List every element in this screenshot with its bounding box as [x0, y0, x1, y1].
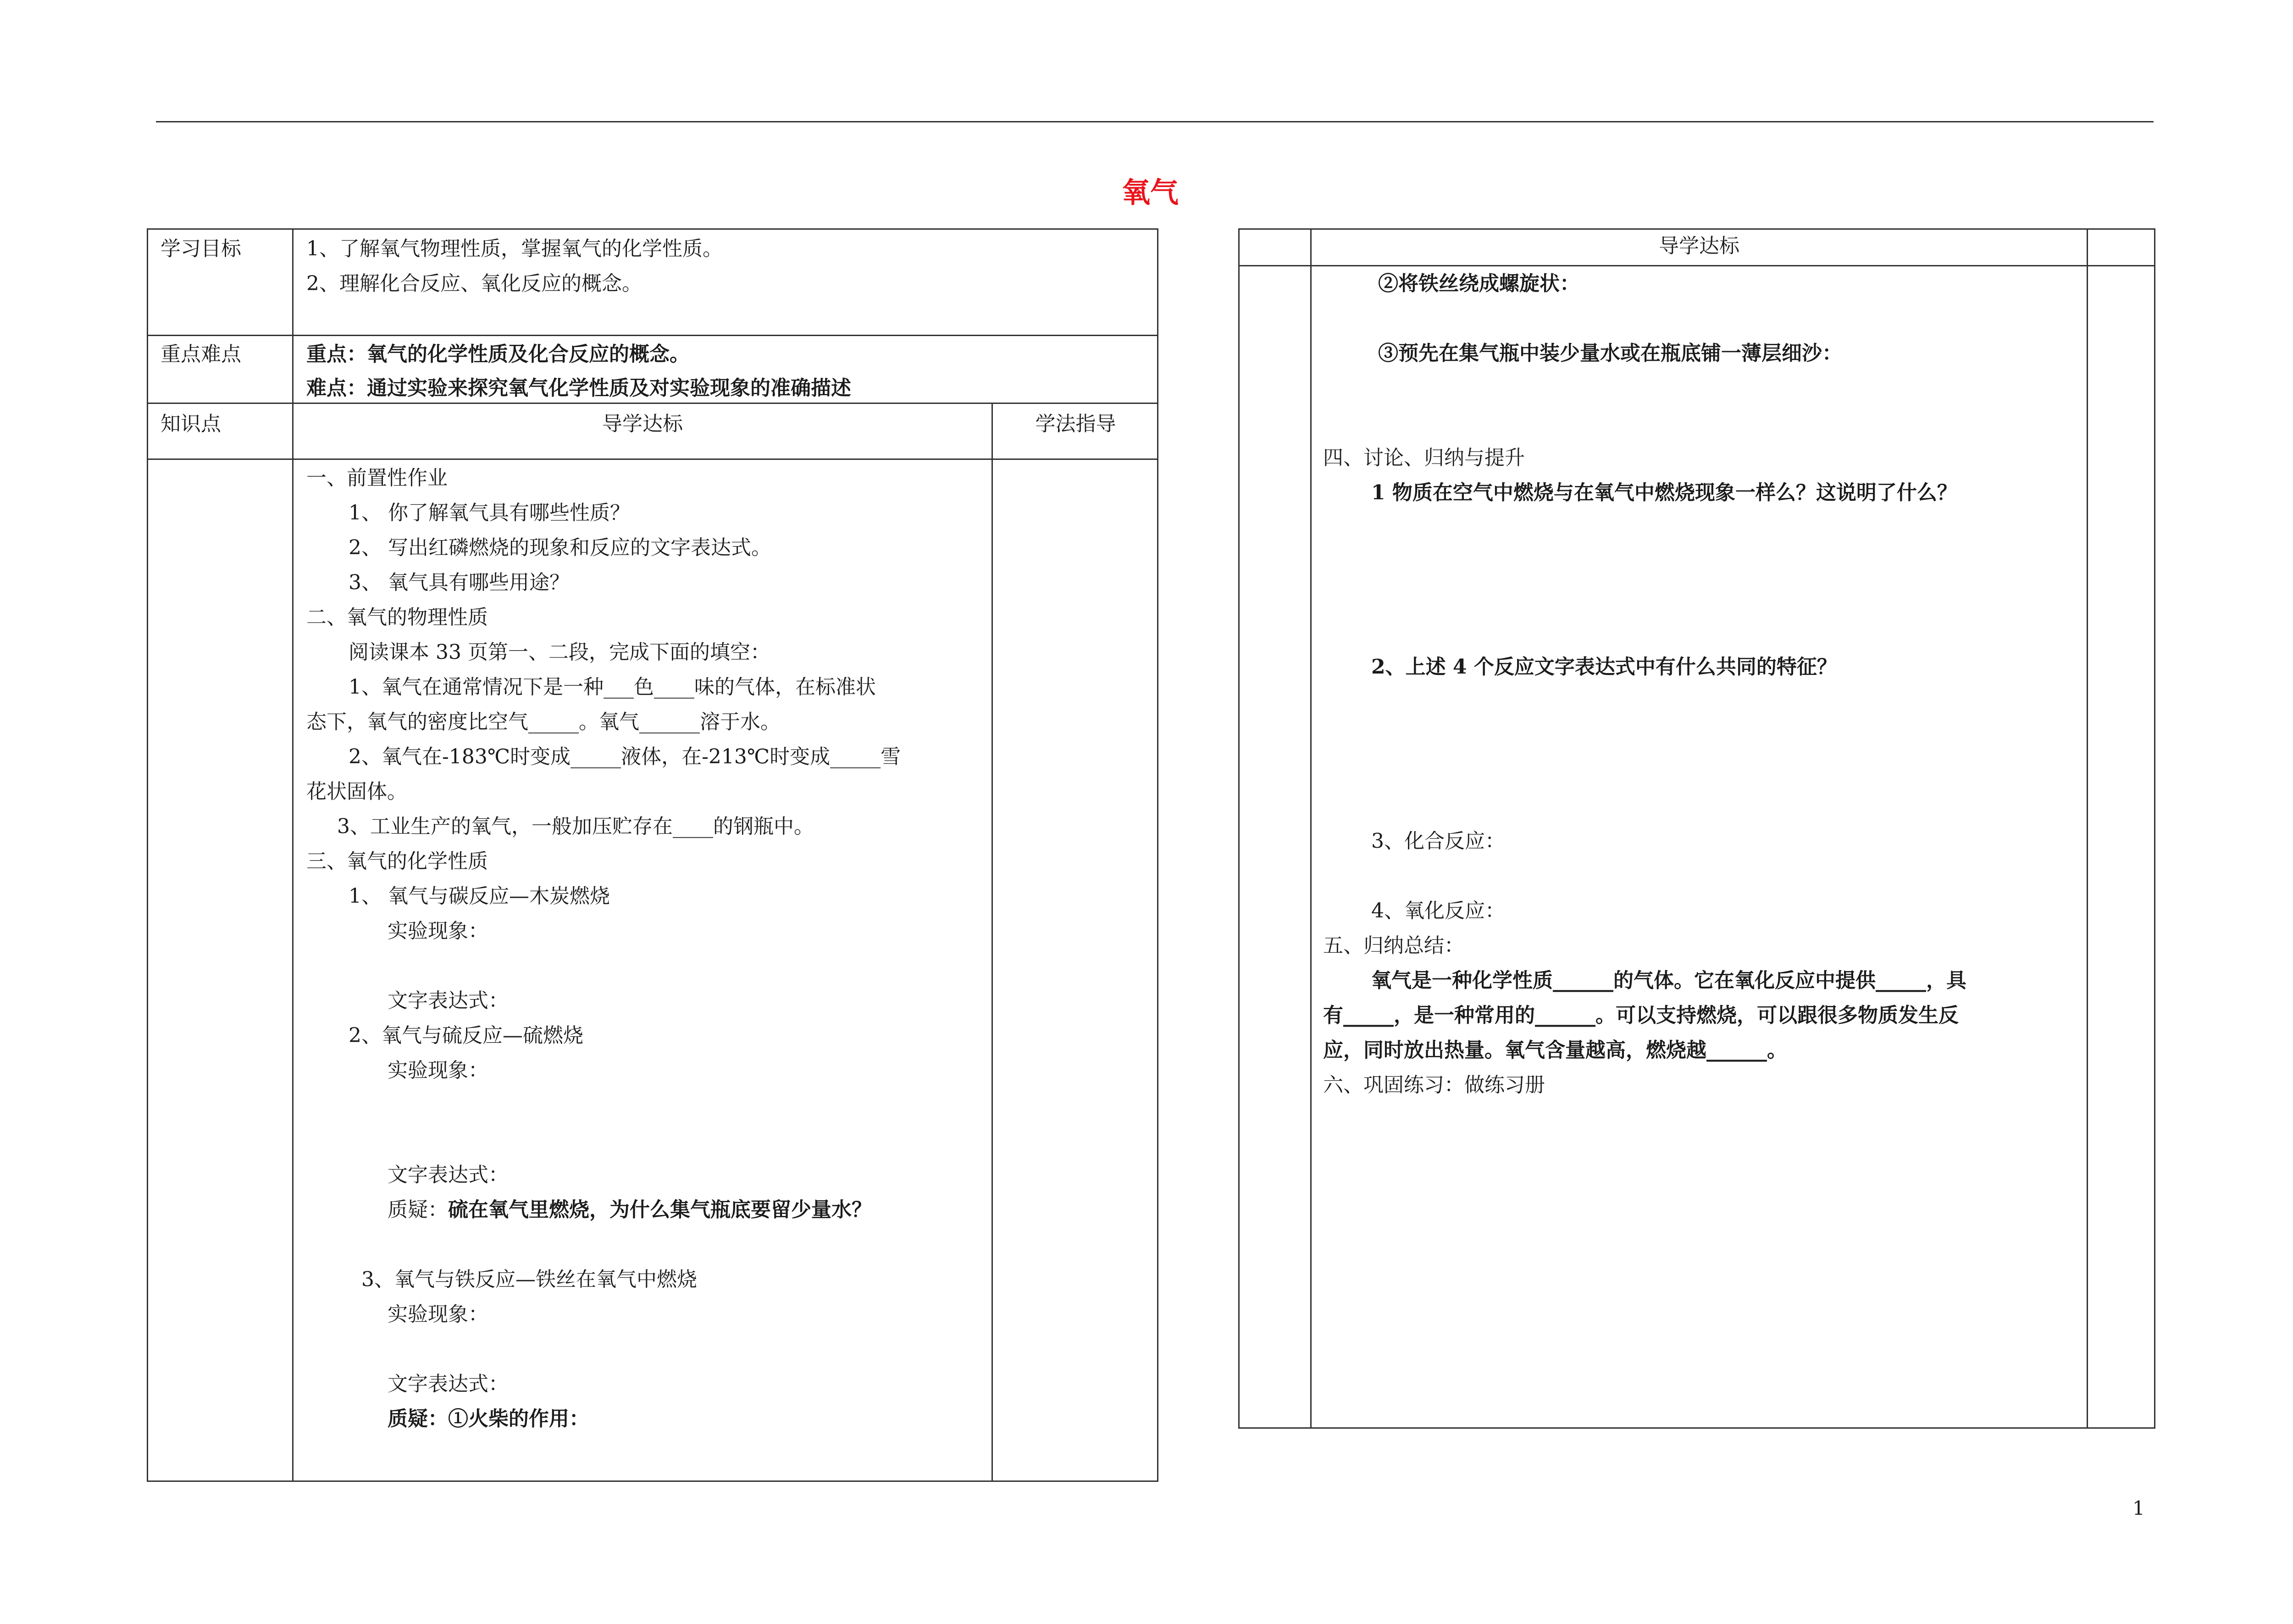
- sulfur-phenomenon-label: 实验现象：: [388, 1059, 488, 1082]
- iron-expression-label: 文字表达式：: [388, 1372, 509, 1396]
- section-2-heading: 二、氧气的物理性质: [306, 606, 488, 629]
- discussion-3: 3、化合反应：: [1371, 829, 1505, 853]
- summary-line-1: 氧气是一种化学性质______的气体。它在氧化反应中提供_____，具: [1371, 969, 1966, 992]
- fill-blank-1b: 态下，氧气的密度比空气_____。氧气______溶于水。: [306, 710, 781, 734]
- keypoints-line-1: 重点：氧气的化学性质及化合反应的概念。: [306, 342, 690, 366]
- reaction-iron-title: 3、氧气与铁反应—铁丝在氧气中燃烧: [361, 1268, 697, 1291]
- right-table-col-divider-1: [1310, 228, 1312, 1429]
- sulfur-question-label: 质疑：: [388, 1198, 448, 1221]
- section-5-heading: 五、归纳总结：: [1323, 934, 1464, 957]
- left-table-row-divider-3: [147, 458, 1158, 460]
- left-table-row-divider-2: [147, 403, 1158, 404]
- question-1-1: 1、 你了解氧气具有哪些性质？: [349, 501, 630, 525]
- page-number: 1: [2132, 1497, 2145, 1519]
- keypoints-line-2: 难点：通过实验来探究氧气化学性质及对实验现象的准确描述: [306, 376, 851, 400]
- sulfur-expression-label: 文字表达式：: [388, 1163, 509, 1187]
- section-6-heading: 六、巩固练习：做练习册: [1323, 1073, 1545, 1097]
- reaction-carbon-title: 1、 氧气与碳反应—木炭燃烧: [349, 884, 610, 908]
- fill-blank-1a: 1、氧气在通常情况下是一种___色____味的气体，在标准状: [349, 675, 876, 699]
- sulfur-question-text: 硫在氧气里燃烧，为什么集气瓶底要留少量水？: [448, 1198, 872, 1221]
- section-3-heading: 三、氧气的化学性质: [306, 850, 488, 873]
- summary-line-3: 应，同时放出热量。氧气含量越高，燃烧越______。: [1323, 1038, 1787, 1062]
- iron-question-2: ②将铁丝绕成螺旋状：: [1378, 272, 1580, 295]
- left-table-row-divider-1: [147, 335, 1158, 336]
- right-table-col-divider-2: [2087, 228, 2088, 1429]
- keypoints-label: 重点难点: [161, 342, 241, 366]
- carbon-phenomenon-label: 实验现象：: [388, 919, 488, 943]
- discussion-4: 4、氧化反应：: [1371, 899, 1505, 922]
- objectives-line-1: 1、了解氧气物理性质，掌握氧气的化学性质。: [306, 237, 723, 260]
- question-1-2: 2、 写出红磷燃烧的现象和反应的文字表达式。: [349, 536, 771, 559]
- discussion-1: 1 物质在空气中燃烧与在氧气中燃烧现象一样么？这说明了什么？: [1371, 481, 1957, 504]
- right-table-row-divider: [1238, 265, 2155, 266]
- iron-question-1: 质疑：①火柴的作用：: [388, 1407, 589, 1431]
- objectives-label: 学习目标: [161, 237, 241, 260]
- objectives-line-2: 2、理解化合反应、氧化反应的概念。: [306, 272, 642, 295]
- right-col-header-guide: 导学达标: [1659, 234, 1739, 258]
- fill-blank-2b: 花状固体。: [306, 780, 407, 803]
- col-header-method: 学法指导: [1035, 412, 1116, 436]
- carbon-expression-label: 文字表达式：: [388, 989, 509, 1012]
- left-table-col-divider-2: [991, 403, 993, 1482]
- fill-blank-3: 3、工业生产的氧气，一般加压贮存在____的钢瓶中。: [337, 815, 814, 838]
- iron-phenomenon-label: 实验现象：: [388, 1303, 488, 1326]
- discussion-2: 2、上述 4 个反应文字表达式中有什么共同的特征？: [1371, 655, 1837, 679]
- question-1-3: 3、 氧气具有哪些用途？: [349, 571, 570, 594]
- page-title: 氧气: [1121, 176, 1179, 209]
- summary-line-2: 有_____，是一种常用的______。可以支持燃烧，可以跟很多物质发生反: [1323, 1004, 1959, 1027]
- reaction-sulfur-title: 2、氧气与硫反应—硫燃烧: [349, 1024, 583, 1047]
- header-rule: [156, 121, 2154, 122]
- col-header-knowledge: 知识点: [161, 412, 221, 436]
- iron-question-3: ③预先在集气瓶中装少量水或在瓶底铺一薄层细沙：: [1378, 342, 1842, 365]
- section-1-heading: 一、前置性作业: [306, 466, 448, 490]
- section-4-heading: 四、讨论、归纳与提升: [1323, 446, 1525, 470]
- reading-instruction: 阅读课本 33 页第一、二段，完成下面的填空：: [349, 641, 770, 664]
- col-header-guide: 导学达标: [602, 412, 683, 436]
- fill-blank-2a: 2、氧气在-183℃时变成_____液体，在-213℃时变成_____雪: [349, 745, 901, 768]
